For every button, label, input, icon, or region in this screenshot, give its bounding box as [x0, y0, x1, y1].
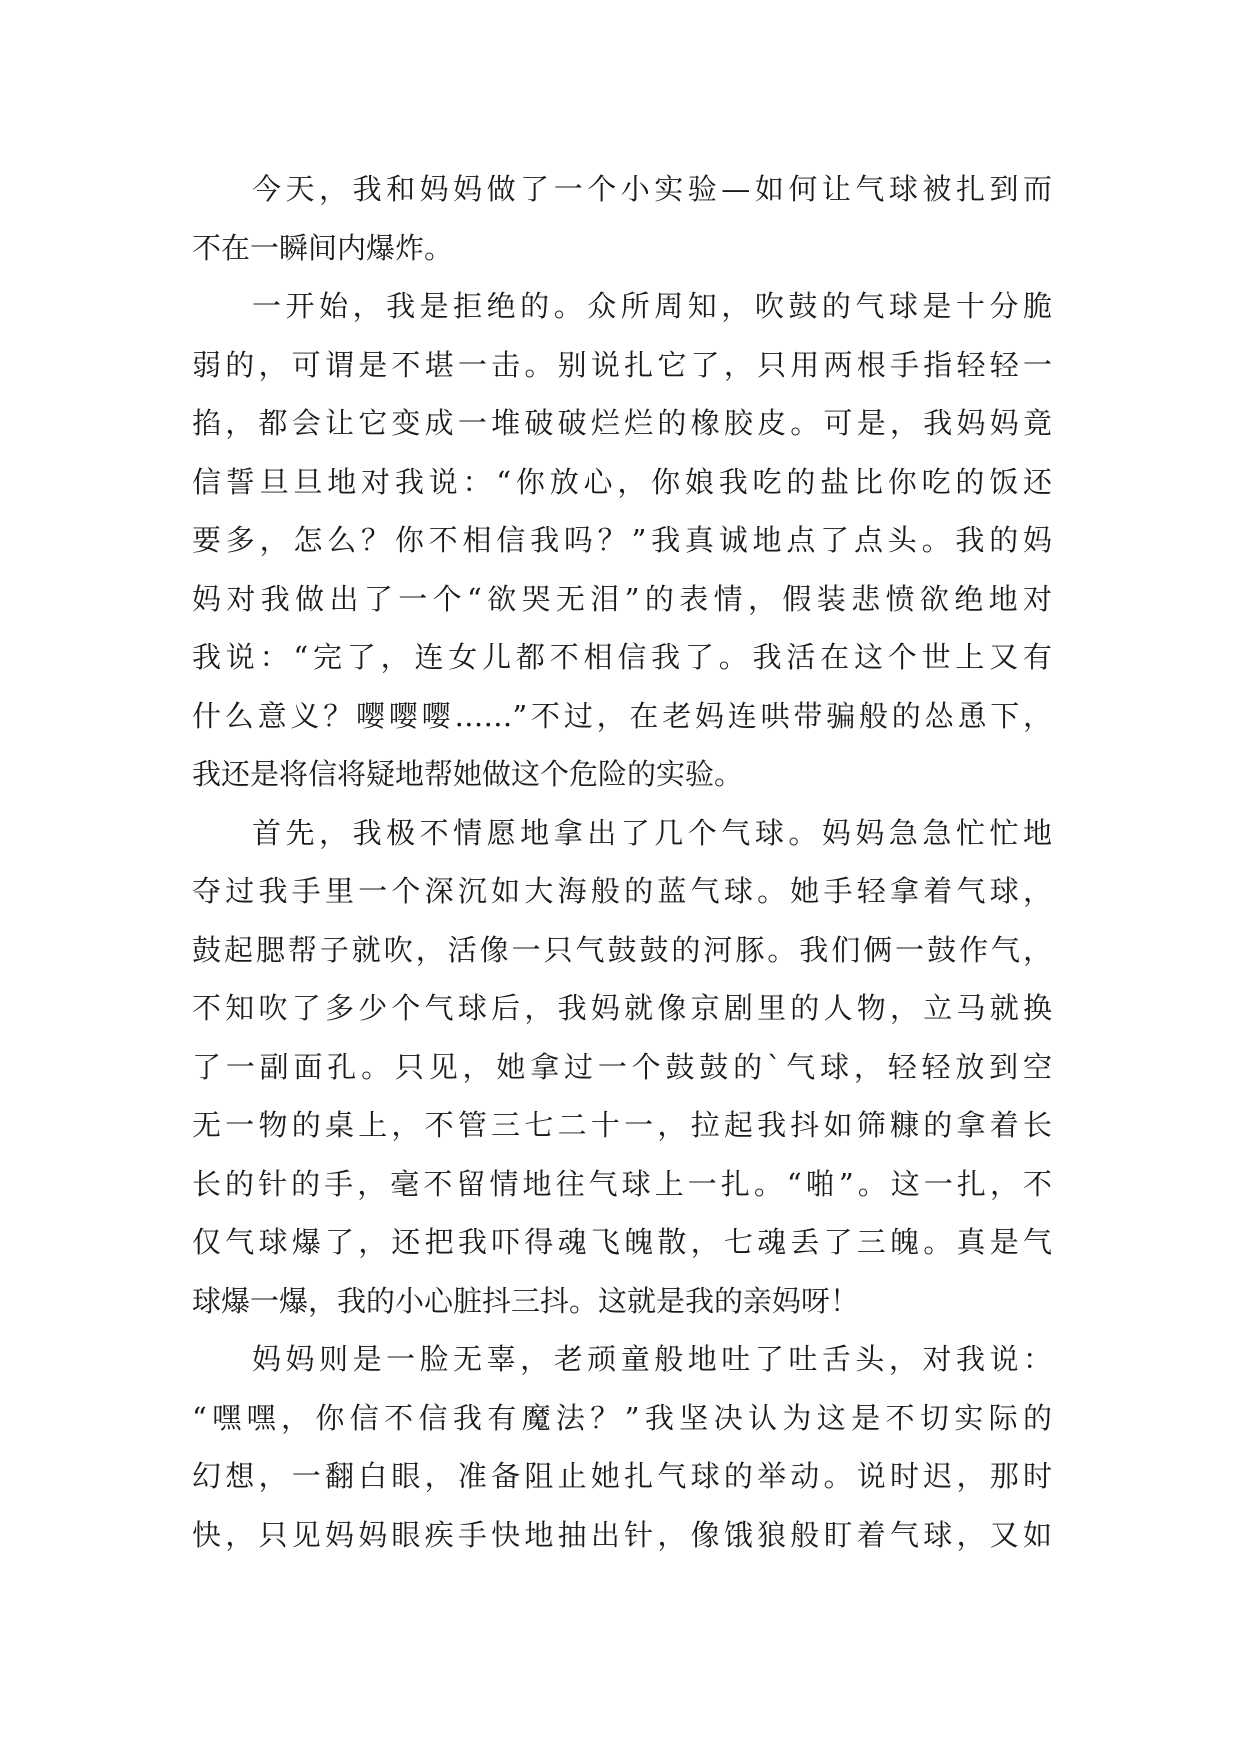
text-line: 首先，我极不情愿地拿出了几个气球。妈妈急急忙忙地: [252, 815, 1052, 850]
text-line: 什么意义？嘤嘤嘤……”不过，在老妈连哄带骗般的怂恿下，: [192, 698, 1052, 733]
text-line: 不在一瞬间内爆炸。: [192, 230, 454, 265]
text-line: 我还是将信将疑地帮她做这个危险的实验。: [192, 757, 744, 791]
text-line: 鼓起腮帮子就吹，活像一只气鼓鼓的河豚。我们俩一鼓作气，: [192, 932, 1052, 967]
text-line: 了一副面孔。只见，她拿过一个鼓鼓的`气球，轻轻放到空: [192, 1049, 1052, 1084]
text-line: 弱的，可谓是不堪一击。别说扎它了，只用两根手指轻轻一: [192, 347, 1052, 382]
text-line: 长的针的手，毫不留情地往气球上一扎。“啪”。这一扎，不: [192, 1166, 1052, 1201]
text-line: 不知吹了多少个气球后，我妈就像京剧里的人物，立马就换: [192, 991, 1052, 1025]
text-line: 无一物的桌上，不管三七二十一，拉起我抖如筛糠的拿着长: [192, 1108, 1052, 1142]
text-line: 夺过我手里一个深沉如大海般的蓝气球。她手轻拿着气球，: [192, 874, 1052, 908]
text-line: 一开始，我是拒绝的。众所周知，吹鼓的气球是十分脆: [252, 289, 1052, 323]
text-line: 要多，怎么？你不相信我吗？”我真诚地点了点头。我的妈: [192, 523, 1052, 557]
text-line: 球爆一爆，我的小心脏抖三抖。这就是我的亲妈呀！: [192, 1283, 860, 1318]
text-line: 幻想，一翻白眼，准备阻止她扎气球的举动。说时迟，那时: [192, 1459, 1052, 1493]
text-line: 妈对我做出了一个“欲哭无泪”的表情，假装悲愤欲绝地对: [192, 581, 1052, 616]
text-line: 今天，我和妈妈做了一个小实验—如何让气球被扎到而: [252, 172, 1052, 206]
text-line: “嘿嘿，你信不信我有魔法？”我坚决认为这是不切实际的: [192, 1400, 1052, 1435]
text-line: 信誓旦旦地对我说：“你放心，你娘我吃的盐比你吃的饭还: [192, 464, 1052, 499]
text-line: 快，只见妈妈眼疾手快地抽出针，像饿狼般盯着气球，又如: [192, 1517, 1052, 1552]
text-line: 妈妈则是一脸无辜，老顽童般地吐了吐舌头，对我说：: [252, 1342, 1052, 1376]
text-line: 我说：“完了，连女儿都不相信我了。我活在这个世上又有: [192, 640, 1052, 674]
text-line: 掐，都会让它变成一堆破破烂烂的橡胶皮。可是，我妈妈竟: [192, 406, 1052, 440]
essay-body: [192, 160, 1052, 1564]
text-line: 仅气球爆了，还把我吓得魂飞魄散，七魂丢了三魄。真是气: [192, 1225, 1052, 1259]
